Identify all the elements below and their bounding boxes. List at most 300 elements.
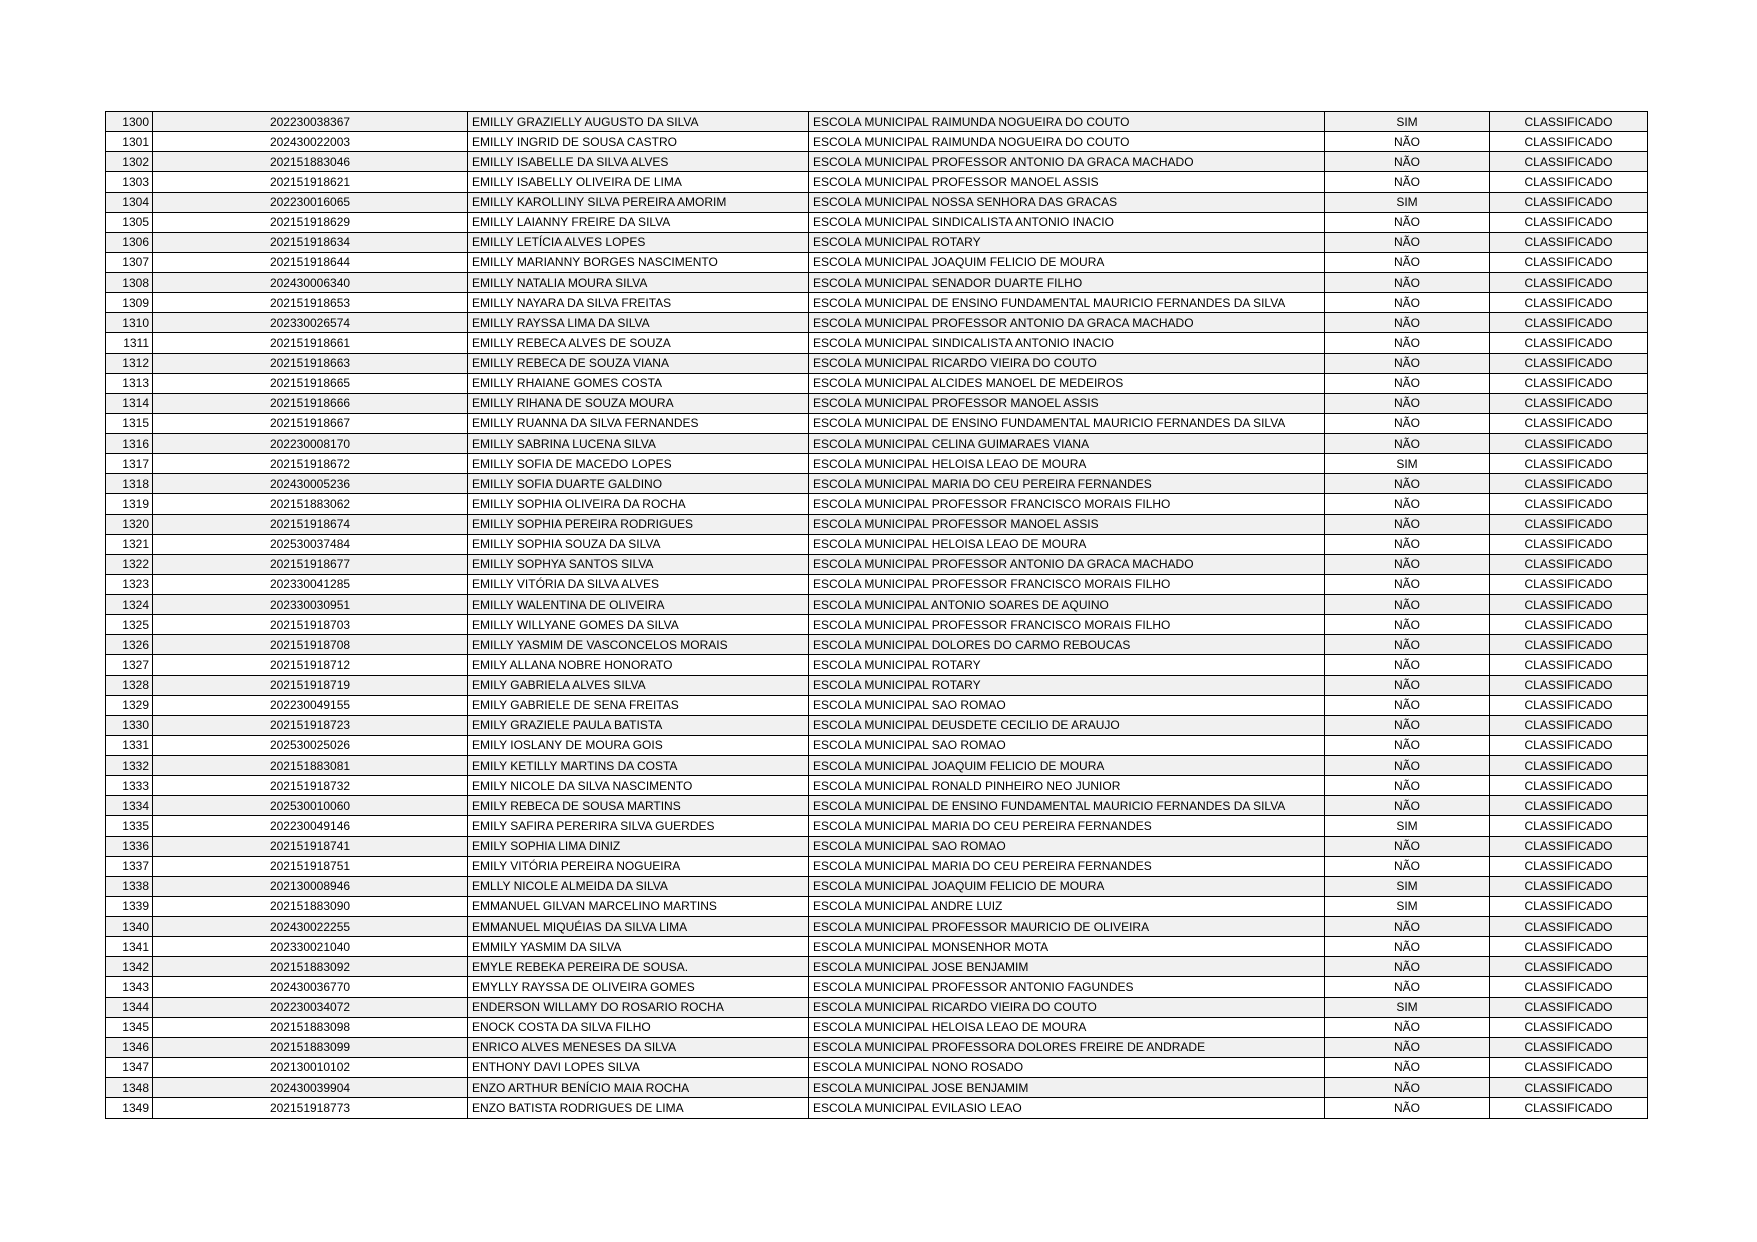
enrollment-id-cell: 202151918719 <box>153 675 468 695</box>
student-name-cell: EMILLY SOPHIA PEREIRA RODRIGUES <box>468 514 809 534</box>
enrollment-id-cell: 202230049146 <box>153 816 468 836</box>
rank-cell: 1318 <box>106 474 153 494</box>
classification-cell: CLASSIFICADO <box>1490 212 1648 232</box>
rank-cell: 1307 <box>106 252 153 272</box>
classification-cell: CLASSIFICADO <box>1490 896 1648 916</box>
rank-cell: 1304 <box>106 192 153 212</box>
student-name-cell: EMILY GRAZIELE PAULA BATISTA <box>468 715 809 735</box>
student-name-cell: EMMANUEL MIQUÉIAS DA SILVA LIMA <box>468 917 809 937</box>
rank-cell: 1348 <box>106 1078 153 1098</box>
table-row <box>106 393 1648 413</box>
enrollment-id-cell: 202151883081 <box>153 756 468 776</box>
school-name-cell: ESCOLA MUNICIPAL SAO ROMAO <box>809 695 1325 715</box>
enrollment-id-cell: 202530025026 <box>153 735 468 755</box>
classification-cell: CLASSIFICADO <box>1490 735 1648 755</box>
enrollment-id-cell: 202151918677 <box>153 554 468 574</box>
rank-cell: 1347 <box>106 1057 153 1077</box>
attendance-cell: NÃO <box>1325 715 1490 735</box>
enrollment-id-cell: 202151918741 <box>153 836 468 856</box>
rank-cell: 1302 <box>106 152 153 172</box>
student-name-cell: EMILLY KAROLLINY SILVA PEREIRA AMORIM <box>468 192 809 212</box>
student-name-cell: EMILLY REBECA DE SOUZA VIANA <box>468 353 809 373</box>
rank-cell: 1311 <box>106 333 153 353</box>
student-name-cell: EMILLY LETÍCIA ALVES LOPES <box>468 232 809 252</box>
table-row <box>106 756 1648 776</box>
table-row <box>106 554 1648 574</box>
attendance-cell: NÃO <box>1325 1078 1490 1098</box>
school-name-cell: ESCOLA MUNICIPAL RAIMUNDA NOGUEIRA DO COUTO <box>809 112 1325 132</box>
classification-cell: CLASSIFICADO <box>1490 1017 1648 1037</box>
enrollment-id-cell: 202151883046 <box>153 152 468 172</box>
table-row <box>106 112 1648 132</box>
enrollment-id-cell: 202130010102 <box>153 1057 468 1077</box>
student-name-cell: ENTHONY DAVI LOPES SILVA <box>468 1057 809 1077</box>
student-name-cell: EMILY NICOLE DA SILVA NASCIMENTO <box>468 776 809 796</box>
table-row <box>106 876 1648 896</box>
school-name-cell: ESCOLA MUNICIPAL JOAQUIM FELICIO DE MOURA <box>809 252 1325 272</box>
enrollment-id-cell: 202430005236 <box>153 474 468 494</box>
table-row <box>106 192 1648 212</box>
table-row <box>106 957 1648 977</box>
table-row <box>106 293 1648 313</box>
student-name-cell: EMILY KETILLY MARTINS DA COSTA <box>468 756 809 776</box>
classification-cell: CLASSIFICADO <box>1490 675 1648 695</box>
classification-cell: CLASSIFICADO <box>1490 434 1648 454</box>
enrollment-id-cell: 202151918661 <box>153 333 468 353</box>
rank-cell: 1315 <box>106 413 153 433</box>
attendance-cell: NÃO <box>1325 353 1490 373</box>
school-name-cell: ESCOLA MUNICIPAL PROFESSOR MANOEL ASSIS <box>809 514 1325 534</box>
rank-cell: 1343 <box>106 977 153 997</box>
enrollment-id-cell: 202330030951 <box>153 595 468 615</box>
school-name-cell: ESCOLA MUNICIPAL SENADOR DUARTE FILHO <box>809 273 1325 293</box>
classification-cell: CLASSIFICADO <box>1490 112 1648 132</box>
rank-cell: 1323 <box>106 574 153 594</box>
classification-cell: CLASSIFICADO <box>1490 333 1648 353</box>
rank-cell: 1316 <box>106 434 153 454</box>
school-name-cell: ESCOLA MUNICIPAL PROFESSOR ANTONIO DA GRACA MACHADO <box>809 313 1325 333</box>
student-name-cell: EMILY ALLANA NOBRE HONORATO <box>468 655 809 675</box>
table-row <box>106 273 1648 293</box>
student-name-cell: EMILLY REBECA ALVES DE SOUZA <box>468 333 809 353</box>
school-name-cell: ESCOLA MUNICIPAL RICARDO VIEIRA DO COUTO <box>809 353 1325 373</box>
student-name-cell: EMILY IOSLANY DE MOURA GOIS <box>468 735 809 755</box>
rank-cell: 1317 <box>106 454 153 474</box>
rank-cell: 1309 <box>106 293 153 313</box>
student-name-cell: EMILY GABRIELA ALVES SILVA <box>468 675 809 695</box>
student-name-cell: EMYLLY RAYSSA DE OLIVEIRA GOMES <box>468 977 809 997</box>
table-row <box>106 1057 1648 1077</box>
rank-cell: 1321 <box>106 534 153 554</box>
attendance-cell: NÃO <box>1325 232 1490 252</box>
attendance-cell: NÃO <box>1325 1057 1490 1077</box>
school-name-cell: ESCOLA MUNICIPAL PROFESSOR FRANCISCO MORAIS FILHO <box>809 574 1325 594</box>
classification-cell: CLASSIFICADO <box>1490 715 1648 735</box>
school-name-cell: ESCOLA MUNICIPAL CELINA GUIMARAES VIANA <box>809 434 1325 454</box>
attendance-cell: NÃO <box>1325 212 1490 232</box>
enrollment-id-cell: 202151918723 <box>153 715 468 735</box>
table-row <box>106 615 1648 635</box>
attendance-cell: NÃO <box>1325 172 1490 192</box>
table-row <box>106 232 1648 252</box>
school-name-cell: ESCOLA MUNICIPAL ROTARY <box>809 655 1325 675</box>
rank-cell: 1332 <box>106 756 153 776</box>
attendance-cell: NÃO <box>1325 615 1490 635</box>
attendance-cell: NÃO <box>1325 917 1490 937</box>
table-row <box>106 1078 1648 1098</box>
school-name-cell: ESCOLA MUNICIPAL DE ENSINO FUNDAMENTAL MAURICIO FERNANDES DA SILVA <box>809 293 1325 313</box>
student-name-cell: ENOCK COSTA DA SILVA FILHO <box>468 1017 809 1037</box>
attendance-cell: SIM <box>1325 112 1490 132</box>
enrollment-id-cell: 202151883062 <box>153 494 468 514</box>
table-row <box>106 715 1648 735</box>
student-name-cell: EMILLY SOFIA DE MACEDO LOPES <box>468 454 809 474</box>
attendance-cell: NÃO <box>1325 856 1490 876</box>
table-row <box>106 675 1648 695</box>
school-name-cell: ESCOLA MUNICIPAL ALCIDES MANOEL DE MEDEIROS <box>809 373 1325 393</box>
enrollment-id-cell: 202230038367 <box>153 112 468 132</box>
enrollment-id-cell: 202151918672 <box>153 454 468 474</box>
attendance-cell: NÃO <box>1325 675 1490 695</box>
rank-cell: 1342 <box>106 957 153 977</box>
classification-cell: CLASSIFICADO <box>1490 796 1648 816</box>
table-row <box>106 212 1648 232</box>
student-name-cell: EMILLY SOPHYA SANTOS SILVA <box>468 554 809 574</box>
classification-cell: CLASSIFICADO <box>1490 373 1648 393</box>
student-name-cell: EMILY SOPHIA LIMA DINIZ <box>468 836 809 856</box>
student-name-cell: EMILLY RHAIANE GOMES COSTA <box>468 373 809 393</box>
school-name-cell: ESCOLA MUNICIPAL ROTARY <box>809 675 1325 695</box>
attendance-cell: NÃO <box>1325 1037 1490 1057</box>
student-name-cell: ENZO BATISTA RODRIGUES DE LIMA <box>468 1098 809 1119</box>
table-row <box>106 1037 1648 1057</box>
attendance-cell: NÃO <box>1325 494 1490 514</box>
attendance-cell: NÃO <box>1325 393 1490 413</box>
enrollment-id-cell: 202151883090 <box>153 896 468 916</box>
table-row <box>106 735 1648 755</box>
classification-cell: CLASSIFICADO <box>1490 413 1648 433</box>
student-name-cell: EMILLY MARIANNY BORGES NASCIMENTO <box>468 252 809 272</box>
attendance-cell: NÃO <box>1325 957 1490 977</box>
enrollment-id-cell: 202151918629 <box>153 212 468 232</box>
table-row <box>106 997 1648 1017</box>
attendance-cell: NÃO <box>1325 413 1490 433</box>
school-name-cell: ESCOLA MUNICIPAL DOLORES DO CARMO REBOUCAS <box>809 635 1325 655</box>
rank-cell: 1319 <box>106 494 153 514</box>
enrollment-id-cell: 202151918708 <box>153 635 468 655</box>
rank-cell: 1327 <box>106 655 153 675</box>
attendance-cell: SIM <box>1325 454 1490 474</box>
enrollment-id-cell: 202151883098 <box>153 1017 468 1037</box>
school-name-cell: ESCOLA MUNICIPAL EVILASIO LEAO <box>809 1098 1325 1119</box>
enrollment-id-cell: 202151918634 <box>153 232 468 252</box>
enrollment-id-cell: 202230016065 <box>153 192 468 212</box>
enrollment-id-cell: 202151918703 <box>153 615 468 635</box>
classification-cell: CLASSIFICADO <box>1490 393 1648 413</box>
school-name-cell: ESCOLA MUNICIPAL PROFESSOR MANOEL ASSIS <box>809 393 1325 413</box>
attendance-cell: NÃO <box>1325 595 1490 615</box>
school-name-cell: ESCOLA MUNICIPAL PROFESSOR MANOEL ASSIS <box>809 172 1325 192</box>
student-name-cell: EMILY VITÓRIA PEREIRA NOGUEIRA <box>468 856 809 876</box>
student-name-cell: EMILLY GRAZIELLY AUGUSTO DA SILVA <box>468 112 809 132</box>
table-row <box>106 413 1648 433</box>
school-name-cell: ESCOLA MUNICIPAL MARIA DO CEU PEREIRA FERNANDES <box>809 856 1325 876</box>
rank-cell: 1335 <box>106 816 153 836</box>
attendance-cell: NÃO <box>1325 977 1490 997</box>
attendance-cell: NÃO <box>1325 635 1490 655</box>
classification-cell: CLASSIFICADO <box>1490 1037 1648 1057</box>
table-row <box>106 776 1648 796</box>
attendance-cell: NÃO <box>1325 836 1490 856</box>
student-name-cell: EMLLY NICOLE ALMEIDA DA SILVA <box>468 876 809 896</box>
school-name-cell: ESCOLA MUNICIPAL ANTONIO SOARES DE AQUINO <box>809 595 1325 615</box>
school-name-cell: ESCOLA MUNICIPAL NONO ROSADO <box>809 1057 1325 1077</box>
attendance-cell: NÃO <box>1325 735 1490 755</box>
student-name-cell: EMMILY YASMIM DA SILVA <box>468 937 809 957</box>
classification-cell: CLASSIFICADO <box>1490 454 1648 474</box>
table-row <box>106 373 1648 393</box>
rank-cell: 1306 <box>106 232 153 252</box>
student-name-cell: EMILLY WILLYANE GOMES DA SILVA <box>468 615 809 635</box>
attendance-cell: SIM <box>1325 192 1490 212</box>
rank-cell: 1329 <box>106 695 153 715</box>
enrollment-id-cell: 202151918773 <box>153 1098 468 1119</box>
table-row <box>106 132 1648 152</box>
table-row <box>106 353 1648 373</box>
rank-cell: 1339 <box>106 896 153 916</box>
enrollment-id-cell: 202151918621 <box>153 172 468 192</box>
attendance-cell: NÃO <box>1325 796 1490 816</box>
classification-cell: CLASSIFICADO <box>1490 615 1648 635</box>
rank-cell: 1344 <box>106 997 153 1017</box>
rank-cell: 1324 <box>106 595 153 615</box>
school-name-cell: ESCOLA MUNICIPAL DE ENSINO FUNDAMENTAL MAURICIO FERNANDES DA SILVA <box>809 796 1325 816</box>
classification-cell: CLASSIFICADO <box>1490 554 1648 574</box>
classification-cell: CLASSIFICADO <box>1490 534 1648 554</box>
student-name-cell: ENZO ARTHUR BENÍCIO MAIA ROCHA <box>468 1078 809 1098</box>
classification-cell: CLASSIFICADO <box>1490 192 1648 212</box>
attendance-cell: SIM <box>1325 816 1490 836</box>
rank-cell: 1337 <box>106 856 153 876</box>
student-name-cell: EMILLY ISABELLE DA SILVA ALVES <box>468 152 809 172</box>
enrollment-id-cell: 202151918653 <box>153 293 468 313</box>
enrollment-id-cell: 202151918751 <box>153 856 468 876</box>
rank-cell: 1303 <box>106 172 153 192</box>
rank-cell: 1345 <box>106 1017 153 1037</box>
classification-table <box>105 111 1647 1119</box>
student-name-cell: EMILLY SABRINA LUCENA SILVA <box>468 434 809 454</box>
attendance-cell: NÃO <box>1325 695 1490 715</box>
attendance-cell: NÃO <box>1325 434 1490 454</box>
classification-cell: CLASSIFICADO <box>1490 273 1648 293</box>
attendance-cell: SIM <box>1325 876 1490 896</box>
table-row <box>106 313 1648 333</box>
school-name-cell: ESCOLA MUNICIPAL RAIMUNDA NOGUEIRA DO COUTO <box>809 132 1325 152</box>
table-row <box>106 977 1648 997</box>
rank-cell: 1313 <box>106 373 153 393</box>
rank-cell: 1331 <box>106 735 153 755</box>
table-row <box>106 635 1648 655</box>
classification-cell: CLASSIFICADO <box>1490 816 1648 836</box>
rank-cell: 1322 <box>106 554 153 574</box>
student-name-cell: EMILLY VITÓRIA DA SILVA ALVES <box>468 574 809 594</box>
school-name-cell: ESCOLA MUNICIPAL MARIA DO CEU PEREIRA FERNANDES <box>809 474 1325 494</box>
rank-cell: 1326 <box>106 635 153 655</box>
enrollment-id-cell: 202330026574 <box>153 313 468 333</box>
table-row <box>106 434 1648 454</box>
enrollment-id-cell: 202430039904 <box>153 1078 468 1098</box>
student-name-cell: EMILLY RIHANA DE SOUZA MOURA <box>468 393 809 413</box>
rank-cell: 1310 <box>106 313 153 333</box>
classification-cell: CLASSIFICADO <box>1490 776 1648 796</box>
rank-cell: 1312 <box>106 353 153 373</box>
classification-cell: CLASSIFICADO <box>1490 172 1648 192</box>
table-row <box>106 574 1648 594</box>
attendance-cell: NÃO <box>1325 1017 1490 1037</box>
school-name-cell: ESCOLA MUNICIPAL JOSE BENJAMIM <box>809 1078 1325 1098</box>
classification-cell: CLASSIFICADO <box>1490 1057 1648 1077</box>
school-name-cell: ESCOLA MUNICIPAL NOSSA SENHORA DAS GRACAS <box>809 192 1325 212</box>
enrollment-id-cell: 202151918674 <box>153 514 468 534</box>
table-row <box>106 836 1648 856</box>
rank-cell: 1336 <box>106 836 153 856</box>
rank-cell: 1308 <box>106 273 153 293</box>
table-row <box>106 172 1648 192</box>
school-name-cell: ESCOLA MUNICIPAL RICARDO VIEIRA DO COUTO <box>809 997 1325 1017</box>
attendance-cell: NÃO <box>1325 293 1490 313</box>
school-name-cell: ESCOLA MUNICIPAL PROFESSOR FRANCISCO MORAIS FILHO <box>809 615 1325 635</box>
table-row <box>106 1017 1648 1037</box>
table-row <box>106 595 1648 615</box>
enrollment-id-cell: 202151918666 <box>153 393 468 413</box>
enrollment-id-cell: 202151918667 <box>153 413 468 433</box>
enrollment-id-cell: 202430022003 <box>153 132 468 152</box>
table-row <box>106 896 1648 916</box>
enrollment-id-cell: 202530010060 <box>153 796 468 816</box>
enrollment-id-cell: 202130008946 <box>153 876 468 896</box>
attendance-cell: NÃO <box>1325 313 1490 333</box>
classification-cell: CLASSIFICADO <box>1490 957 1648 977</box>
attendance-cell: NÃO <box>1325 333 1490 353</box>
attendance-cell: NÃO <box>1325 574 1490 594</box>
school-name-cell: ESCOLA MUNICIPAL PROFESSOR MAURICIO DE OLIVEIRA <box>809 917 1325 937</box>
classification-cell: CLASSIFICADO <box>1490 856 1648 876</box>
school-name-cell: ESCOLA MUNICIPAL ANDRE LUIZ <box>809 896 1325 916</box>
student-name-cell: EMILLY ISABELLY OLIVEIRA DE LIMA <box>468 172 809 192</box>
enrollment-id-cell: 202330021040 <box>153 937 468 957</box>
school-name-cell: ESCOLA MUNICIPAL HELOISA LEAO DE MOURA <box>809 1017 1325 1037</box>
attendance-cell: SIM <box>1325 997 1490 1017</box>
student-name-cell: EMILLY RAYSSA LIMA DA SILVA <box>468 313 809 333</box>
student-name-cell: ENDERSON WILLAMY DO ROSARIO ROCHA <box>468 997 809 1017</box>
classification-cell: CLASSIFICADO <box>1490 514 1648 534</box>
school-name-cell: ESCOLA MUNICIPAL DE ENSINO FUNDAMENTAL MAURICIO FERNANDES DA SILVA <box>809 413 1325 433</box>
student-name-cell: EMILLY YASMIM DE VASCONCELOS MORAIS <box>468 635 809 655</box>
school-name-cell: ESCOLA MUNICIPAL JOAQUIM FELICIO DE MOURA <box>809 876 1325 896</box>
table-row <box>106 514 1648 534</box>
school-name-cell: ESCOLA MUNICIPAL PROFESSORA DOLORES FREIRE DE ANDRADE <box>809 1037 1325 1057</box>
table-row <box>106 333 1648 353</box>
classification-cell: CLASSIFICADO <box>1490 1078 1648 1098</box>
table-row <box>106 152 1648 172</box>
attendance-cell: NÃO <box>1325 152 1490 172</box>
classification-table-grid <box>105 111 1648 1119</box>
student-name-cell: EMILLY SOPHIA OLIVEIRA DA ROCHA <box>468 494 809 514</box>
rank-cell: 1305 <box>106 212 153 232</box>
rank-cell: 1320 <box>106 514 153 534</box>
table-body <box>106 112 1648 1119</box>
table-row <box>106 494 1648 514</box>
rank-cell: 1346 <box>106 1037 153 1057</box>
school-name-cell: ESCOLA MUNICIPAL PROFESSOR ANTONIO DA GRACA MACHADO <box>809 554 1325 574</box>
classification-cell: CLASSIFICADO <box>1490 695 1648 715</box>
attendance-cell: NÃO <box>1325 554 1490 574</box>
school-name-cell: ESCOLA MUNICIPAL MONSENHOR MOTA <box>809 937 1325 957</box>
school-name-cell: ESCOLA MUNICIPAL RONALD PINHEIRO NEO JUNIOR <box>809 776 1325 796</box>
rank-cell: 1341 <box>106 937 153 957</box>
student-name-cell: EMILLY WALENTINA DE OLIVEIRA <box>468 595 809 615</box>
table-row <box>106 474 1648 494</box>
rank-cell: 1314 <box>106 393 153 413</box>
enrollment-id-cell: 202230049155 <box>153 695 468 715</box>
school-name-cell: ESCOLA MUNICIPAL JOAQUIM FELICIO DE MOURA <box>809 756 1325 776</box>
rank-cell: 1328 <box>106 675 153 695</box>
rank-cell: 1300 <box>106 112 153 132</box>
school-name-cell: ESCOLA MUNICIPAL MARIA DO CEU PEREIRA FERNANDES <box>809 816 1325 836</box>
table-row <box>106 534 1648 554</box>
attendance-cell: NÃO <box>1325 132 1490 152</box>
rank-cell: 1301 <box>106 132 153 152</box>
school-name-cell: ESCOLA MUNICIPAL SINDICALISTA ANTONIO INACIO <box>809 333 1325 353</box>
enrollment-id-cell: 202430022255 <box>153 917 468 937</box>
classification-cell: CLASSIFICADO <box>1490 937 1648 957</box>
school-name-cell: ESCOLA MUNICIPAL SINDICALISTA ANTONIO INACIO <box>809 212 1325 232</box>
table-row <box>106 937 1648 957</box>
classification-cell: CLASSIFICADO <box>1490 836 1648 856</box>
enrollment-id-cell: 202530037484 <box>153 534 468 554</box>
classification-cell: CLASSIFICADO <box>1490 293 1648 313</box>
classification-cell: CLASSIFICADO <box>1490 232 1648 252</box>
school-name-cell: ESCOLA MUNICIPAL PROFESSOR FRANCISCO MORAIS FILHO <box>809 494 1325 514</box>
table-row <box>106 1098 1648 1119</box>
attendance-cell: NÃO <box>1325 776 1490 796</box>
table-row <box>106 454 1648 474</box>
school-name-cell: ESCOLA MUNICIPAL PROFESSOR ANTONIO FAGUNDES <box>809 977 1325 997</box>
enrollment-id-cell: 202151918663 <box>153 353 468 373</box>
table-row <box>106 917 1648 937</box>
student-name-cell: EMILLY SOFIA DUARTE GALDINO <box>468 474 809 494</box>
classification-cell: CLASSIFICADO <box>1490 595 1648 615</box>
table-row <box>106 252 1648 272</box>
classification-cell: CLASSIFICADO <box>1490 252 1648 272</box>
enrollment-id-cell: 202230034072 <box>153 997 468 1017</box>
classification-cell: CLASSIFICADO <box>1490 474 1648 494</box>
table-row <box>106 796 1648 816</box>
enrollment-id-cell: 202151918712 <box>153 655 468 675</box>
classification-cell: CLASSIFICADO <box>1490 132 1648 152</box>
school-name-cell: ESCOLA MUNICIPAL SAO ROMAO <box>809 735 1325 755</box>
rank-cell: 1330 <box>106 715 153 735</box>
student-name-cell: EMILLY NATALIA MOURA SILVA <box>468 273 809 293</box>
school-name-cell: ESCOLA MUNICIPAL HELOISA LEAO DE MOURA <box>809 454 1325 474</box>
attendance-cell: NÃO <box>1325 514 1490 534</box>
classification-cell: CLASSIFICADO <box>1490 655 1648 675</box>
enrollment-id-cell: 202151918644 <box>153 252 468 272</box>
enrollment-id-cell: 202151883092 <box>153 957 468 977</box>
enrollment-id-cell: 202430036770 <box>153 977 468 997</box>
student-name-cell: EMMANUEL GILVAN MARCELINO MARTINS <box>468 896 809 916</box>
student-name-cell: EMILLY SOPHIA SOUZA DA SILVA <box>468 534 809 554</box>
